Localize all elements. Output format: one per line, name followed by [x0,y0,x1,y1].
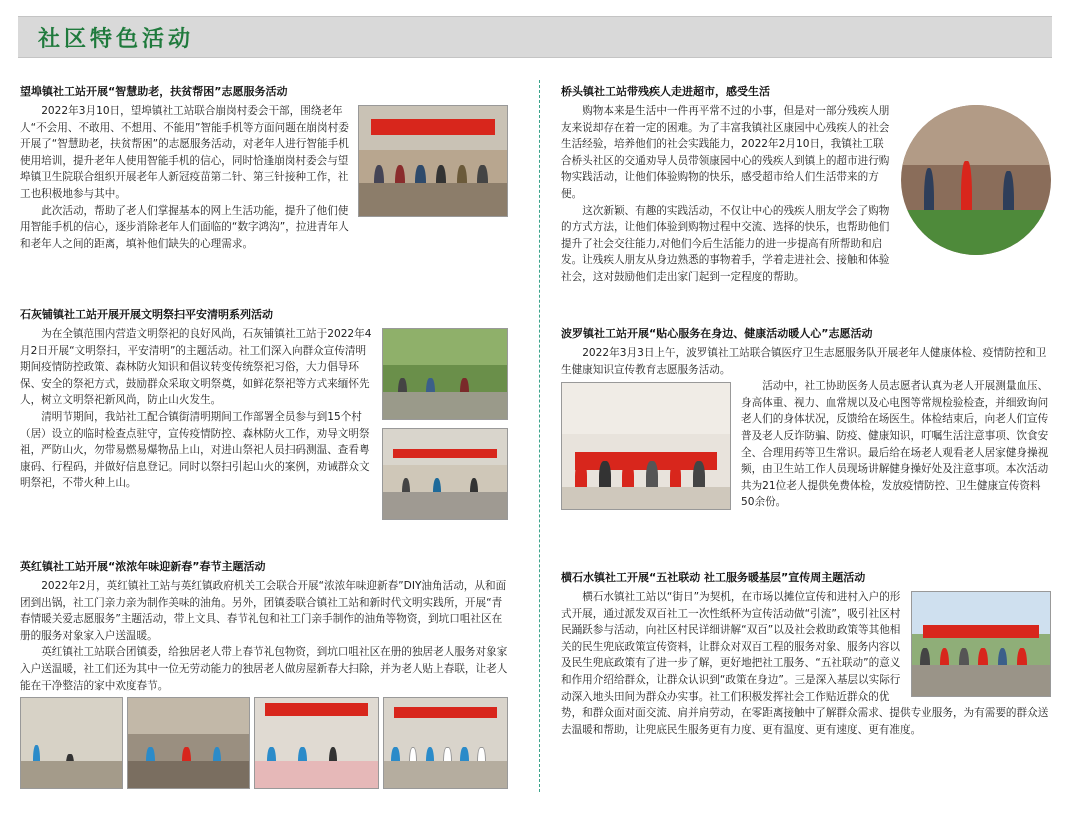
article-body [20,578,510,694]
article-paragraph: 此次活动，帮助了老人们掌握基本的网上生活功能，提升了他们使用智能手机的信心，逐步消除老年人们面临的“数字鸿沟”，拉进青年人和老年人之间的距离，填补他们缺失的心理需求。 [20,204,349,250]
article-body [561,103,1051,286]
article-paragraph: 2022年2月，英红镇社工站与英红镇政府机关工会联合开展“浓浓年味迎新春”DIY油角活动，从和面团到出锅，社工门亲力亲为制作美味的油角。另外，团镇委联合镇社工站和新时代文明实践所，开展“青春情暖关爱志愿服务”主题活动，带上文具、春节礼包和社工门亲手制作的油角等物资，到坑口咀社区在册的服务对象家入户送温暖。 [20,580,507,642]
article-shihuipu [20,308,508,520]
article-paragraph: 购物本来是生活中一件再平常不过的小事，但是对一部分残疾人朋友来说却存在着一定的困难。为了丰富我镇社区康园中心残疾人的社会生活经验，培养他们的社会实践能力，2022年2月10日，我镇社工联合桥头社区的交通劝导人员带领康园中心的残疾人到镇上的超市进行购物实践活动，让他们体验购物的快乐，感受超市给人们生活带来的方便。 [561,105,890,200]
page-title: 社区特色活动 [38,26,195,52]
article-title: 横石水镇社工开展“五社联动 社工服务暖基层”宣传周主题活动 [561,571,866,584]
article-body [561,345,1051,511]
article-paragraph: 2022年3月10日，望埠镇社工站联合崩岗村委会干部，围绕老年人“不会用、不敢用、不想用、不能用”智能手机等方面问题在崩岗村委开展了“智慧助老，扶贫帮困”的志愿服务活动，对老年人进行智能手机使用培训，提升老年人使用智能手机的信心，同时恰逢崩岗村委会与望埠镇卫生院联合组织开展老年人新冠疫苗第二针、第三针接种工作，社工也积极地参与其中。 [20,105,349,200]
article-title: 波罗镇社工站开展“贴心服务在身边、健康活动暖人心”志愿活动 [561,327,873,340]
article-body [20,103,508,252]
article-hengshishui [561,571,1051,738]
activity-photo [382,328,508,420]
article-yinghong [20,560,510,694]
article-title: 石灰铺镇社工站开展开展文明祭扫平安清明系列活动 [20,308,273,321]
article-paragraph: 清明节期间，我站社工配合镇街清明期间工作部署全员参与到15个村（居）设立的临时检查点驻守，宣传疫情防控、森林防火工作，劝导文明祭祖，严防山火，勿带易燃易爆物品上山，对进山祭祀人员扫码测温、查看粤康码、行程码，并做好信息登记。同时以祭扫引起山火的案例，劝诫群众文明祭祀，不带火种上山。 [20,410,370,490]
activity-photo [254,697,379,789]
article-paragraph: 这次新颖、有趣的实践活动，不仅让中心的残疾人朋友学会了购物的方式方法，让他们体验到购物过程中交流、选择的快乐，也帮助他们提升了社会交往能力,对他们今后生活能力的进一步提高有所帮助和启发。让残疾人朋友从身边熟悉的事物着手，学着走进社会、接触和体验社会，这对鼓励他们走出家门起到一定程度的帮助。 [561,204,890,283]
article-title: 桥头镇社工站带残疾人走进超市，感受生活 [561,85,770,98]
article-paragraph: 英红镇社工站联合团镇委，给独居老人带上春节礼包物资，到坑口咀社区在册的独居老人服务对象家入户送温暖，社工们还为其中一位无劳动能力的独居老人做房屋新春大扫除，并为老人贴上春联，让老人能在干净整洁的家中欢度春节。 [20,646,508,692]
article-boluo [561,327,1051,514]
article-paragraph: 2022年3月3日上午，波罗镇社工站联合镇医疗卫生志愿服务队开展老年人健康体检、疫情防控和卫生健康知识宣传教育志愿服务活动。 [561,347,1047,376]
article-wangbu [20,85,508,252]
article-paragraph: 活动中，社工协助医务人员志愿者认真为老人开展测量血压、身高体重、视力、血常规以及心电图等常规检验检查，并细致询问老人们的身体状况，反馈给在场医生。体检结束后，向老人们宣传普及老人反诈防骗、防疫、健康知识，叮嘱生活注意事项、饮食安全、合理用药等卫生常识。最后给在场老人观看老人居家健身操视频，由卫生站工作人员现场讲解健身操好处及注意事项。本次活动共为21位老人提供免费体检，发放疫情防控、卫生健康宣传资料50余份。 [741,380,1049,509]
activity-photo [127,697,250,789]
article-paragraph: 为在全镇范围内营造文明祭祀的良好风尚，石灰铺镇社工站于2022年4月2日开展“文明祭扫，平安清明”的主题活动。社工们深入向群众宣传清明期间疫情防控政策、森林防火知识和倡议转变传统祭祀习俗，大力倡导环保、安全的祭祀方式，鼓励群众采取文明祭奠，如鲜花祭祀等方式来缅怀先人，树立文明祭祀新风尚，防止山火发生。 [20,328,372,407]
activity-photo [20,697,123,789]
activity-photo [911,591,1051,697]
article-qiaotou [561,85,1051,286]
activity-photo [382,428,508,520]
activity-photo [383,697,508,789]
column-divider [539,80,540,792]
article-title: 英红镇社工站开展“浓浓年味迎新春”春节主题活动 [20,560,266,573]
article-body [20,326,508,492]
activity-photo [358,105,508,217]
article-title: 望埠镇社工站开展“智慧助老，扶贫帮困”志愿服务活动 [20,85,288,98]
activity-photo [561,382,731,510]
article-paragraph: 横石水镇社工站以“街日”为契机，在市场以摊位宣传和进村入户的形式开展，通过派发双百社工一次性纸杯为宣传活动做“引流”，吸引社区村民踊跃参与活动，向社区村民详细讲解“双百”以及社会救助政策等其他相关的民生兜底政策宣传资料，让群众对双百工程的服务对象、服务内容以及民生兜底政策有了进一步了解，更好地把社工服务、“五社联动”的意义和作用介绍给群众，让群众认识到“政策在身边”。三是深入基层以实际行动深入地头田间为群众办实事。社工们积极发挥社会工作贴近群众的优势，和群众面对面交流、肩并肩劳动，在零距离接触中了解群众需求、提供专业服务，为有需要的群众送去温暖和帮助，让兜底民生服务更有力度、更有温度、更有速度、更有准度。 [561,591,1049,736]
activity-photo [901,105,1051,255]
article-body [561,589,1051,738]
header-bar [18,16,1052,58]
